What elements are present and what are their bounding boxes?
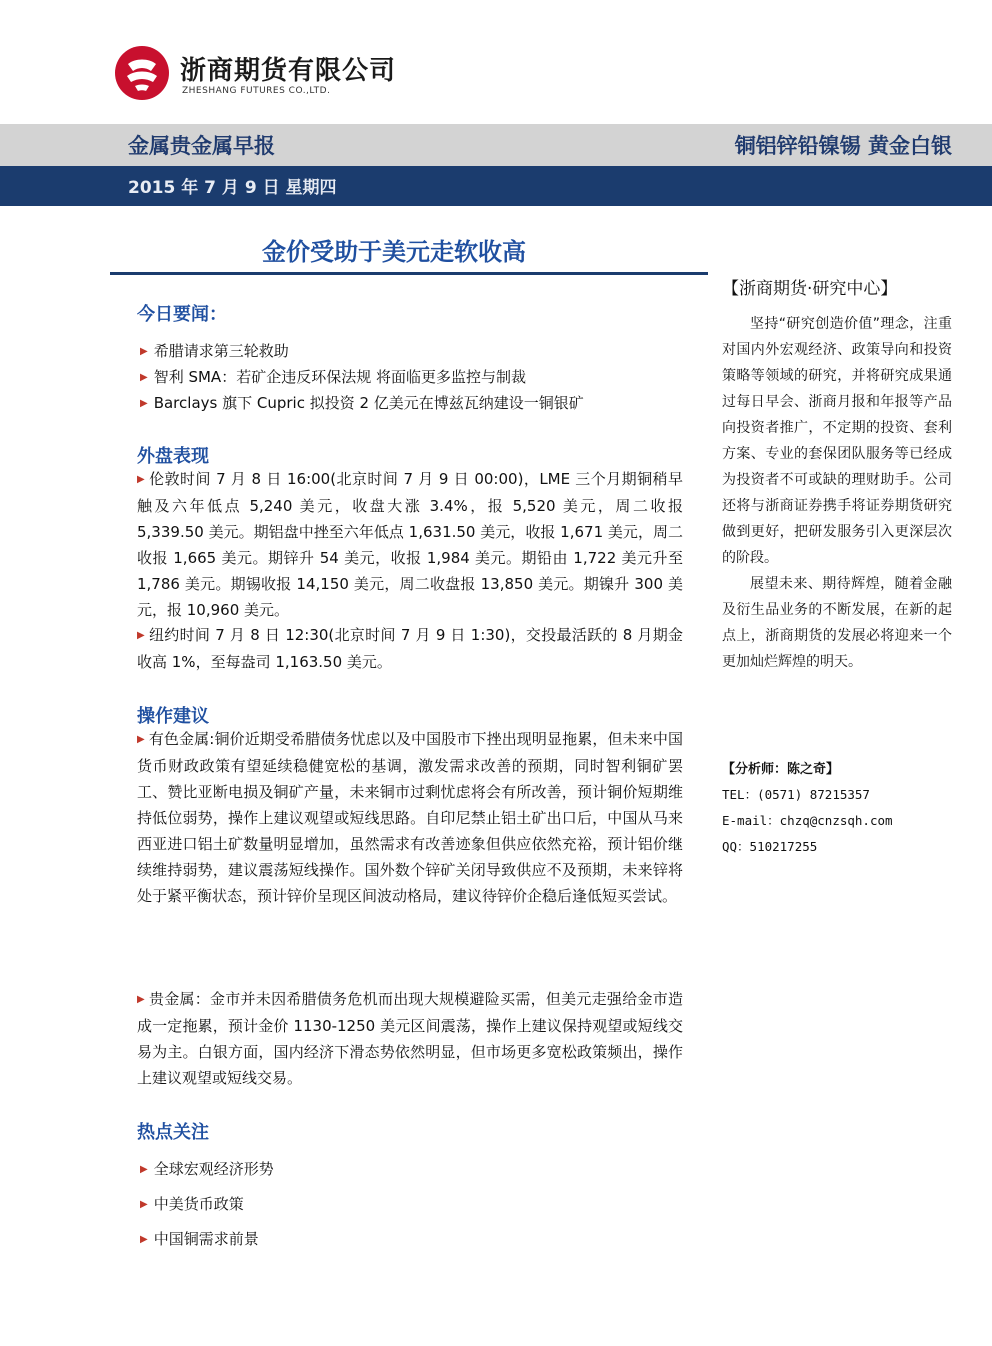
analyst-qq: QQ：510217255 [722, 839, 818, 854]
bullet-arrow-icon: ▶ [140, 346, 148, 357]
advice-text-base-metals: 有色金属:铜价近期受希腊债务忧虑以及中国股市下挫出现明显拖累，但未来中国货币财政政策有望延续稳健宽松的基调，激发需求改善的预期，同时智利铜矿罢工、赞比亚断电损及铜矿产量，未来铜市过剩忧虑将会有所改善，预计铜价短期维持低位弱势，操作上建议观望或短线思路。自印尼禁止铝土矿出口后，中国从马来西亚进口铝土矿数量明显增加，虽然需求有改善迹象但供应依然充裕，预计铝价继续维持弱势，建议震荡短线操作。国外数个锌矿关闭导致供应不及预期，未来锌将处于紧平衡状态，预计锌价呈现区间波动格局，建议待锌价企稳后逢低短买尝试。 [137, 730, 683, 905]
news-item [140, 366, 526, 387]
hot-topic-item [140, 1193, 244, 1214]
research-center-outlook: 展望未来、期待辉煌，随着金融及衍生品业务的不断发展，在新的起点上，浙商期货的发展必将迎来一个更加灿烂辉煌的明天。 [722, 576, 952, 670]
hot-topic-item [140, 1228, 259, 1249]
news-item [140, 392, 584, 413]
bullet-arrow-icon: ▶ [140, 372, 148, 383]
research-center-intro: 坚持“研究创造价值”理念，注重对国内外宏观经济、政策导向和投资策略等领域的研究，并将研究成果通过每日早会、浙商月报和年报等产品向投资者推广，不定期的投资、套利方案、专业的套保团队服务等已经成为投资者不可或缺的理财助手。公司还将与浙商证券携手将证券期货研究做到更好，把研发服务引入更深层次的阶段。 [722, 316, 952, 566]
advice-heading: 操作建议 [137, 706, 209, 727]
company-logo-mark [113, 44, 171, 102]
bullet-arrow-icon: ▶ [137, 734, 145, 745]
hot-topic-item [140, 1158, 274, 1179]
overseas-text-lme: 伦敦时间 7 月 8 日 16:00(北京时间 7 月 9 日 00:00)，LME 三个月期铜稍早触及六年低点 5,240 美元，收盘大涨 3.4%，报 5,520 美元，周二收报 5,339.50 美元。期铝盘中挫至六年低点 1,631.50 美元，收报 1,671 美元，周二收报 1,665 美元。期锌升 54 美元，收报 1,984 美元。期铅由 1,722 美元升至 1,786 美元。期锡收报 14,150 美元，周二收盘报 13,850 美元。期镍升 300 美元，报 10,960 美元。 [137, 470, 683, 619]
overseas-paragraph-lme [137, 466, 683, 623]
news-item-text: 希腊请求第三轮救助 [153, 342, 289, 360]
hot-topic-text: 中国铜需求前景 [153, 1230, 259, 1248]
analyst-email: E-mail：chzq@cnzsqh.com [722, 813, 893, 828]
covered-metals: 铜铝锌铅镍锡 黄金白银 [734, 134, 952, 158]
bullet-arrow-icon: ▶ [140, 1234, 148, 1245]
bullet-arrow-icon: ▶ [140, 1199, 148, 1210]
hot-topic-text: 中美货币政策 [153, 1195, 244, 1213]
news-item-text: 智利 SMA：若矿企违反环保法规 将面临更多监控与制裁 [153, 368, 526, 386]
bullet-arrow-icon: ▶ [140, 1164, 148, 1175]
advice-text-precious-metals: 贵金属：金市并未因希腊债务危机而出现大规模避险买需，但美元走强给金市造成一定拖累，预计金价 1130-1250 美元区间震荡，操作上建议保持观望或短线交易为主。白银方面，国内经济下滑态势依然明显，但市场更多宽松政策频出，操作上建议观望或短线交易。 [137, 990, 683, 1087]
bullet-arrow-icon: ▶ [137, 630, 145, 641]
bullet-arrow-icon: ▶ [137, 474, 146, 485]
advice-paragraph-base-metals [137, 726, 683, 909]
news-heading: 今日要闻： [137, 304, 227, 325]
report-date: 2015 年 7 月 9 日 星期四 [128, 178, 337, 198]
report-title: 金价受助于美元走软收高 [262, 238, 526, 266]
research-center-heading: 【浙商期货·研究中心】 [722, 279, 898, 299]
news-item [140, 340, 289, 361]
analyst-phone: TEL：(0571) 87215357 [722, 787, 870, 802]
bullet-arrow-icon: ▶ [137, 994, 145, 1005]
overseas-heading: 外盘表现 [137, 446, 209, 467]
bullet-arrow-icon: ▶ [140, 398, 148, 409]
advice-paragraph-precious-metals [137, 986, 683, 1091]
company-name-en: ZHESHANG FUTURES CO.,LTD. [182, 86, 331, 96]
analyst-name: 【分析师：陈之奇】 [722, 762, 840, 777]
report-type: 金属贵金属早报 [128, 134, 275, 158]
company-name-cn: 浙商期货有限公司 [180, 56, 397, 86]
company-logo [113, 44, 171, 106]
hot-topics-heading: 热点关注 [137, 1122, 209, 1143]
hot-topic-text: 全球宏观经济形势 [153, 1160, 274, 1178]
overseas-paragraph-comex [137, 622, 683, 675]
title-divider [110, 272, 708, 275]
news-item-text: Barclays 旗下 Cupric 拟投资 2 亿美元在博兹瓦纳建设一铜银矿 [153, 394, 584, 412]
overseas-text-comex: 纽约时间 7 月 8 日 12:30(北京时间 7 月 9 日 1:30)，交投最活跃的 8 月期金收高 1%，至每盎司 1,163.50 美元。 [137, 626, 683, 671]
